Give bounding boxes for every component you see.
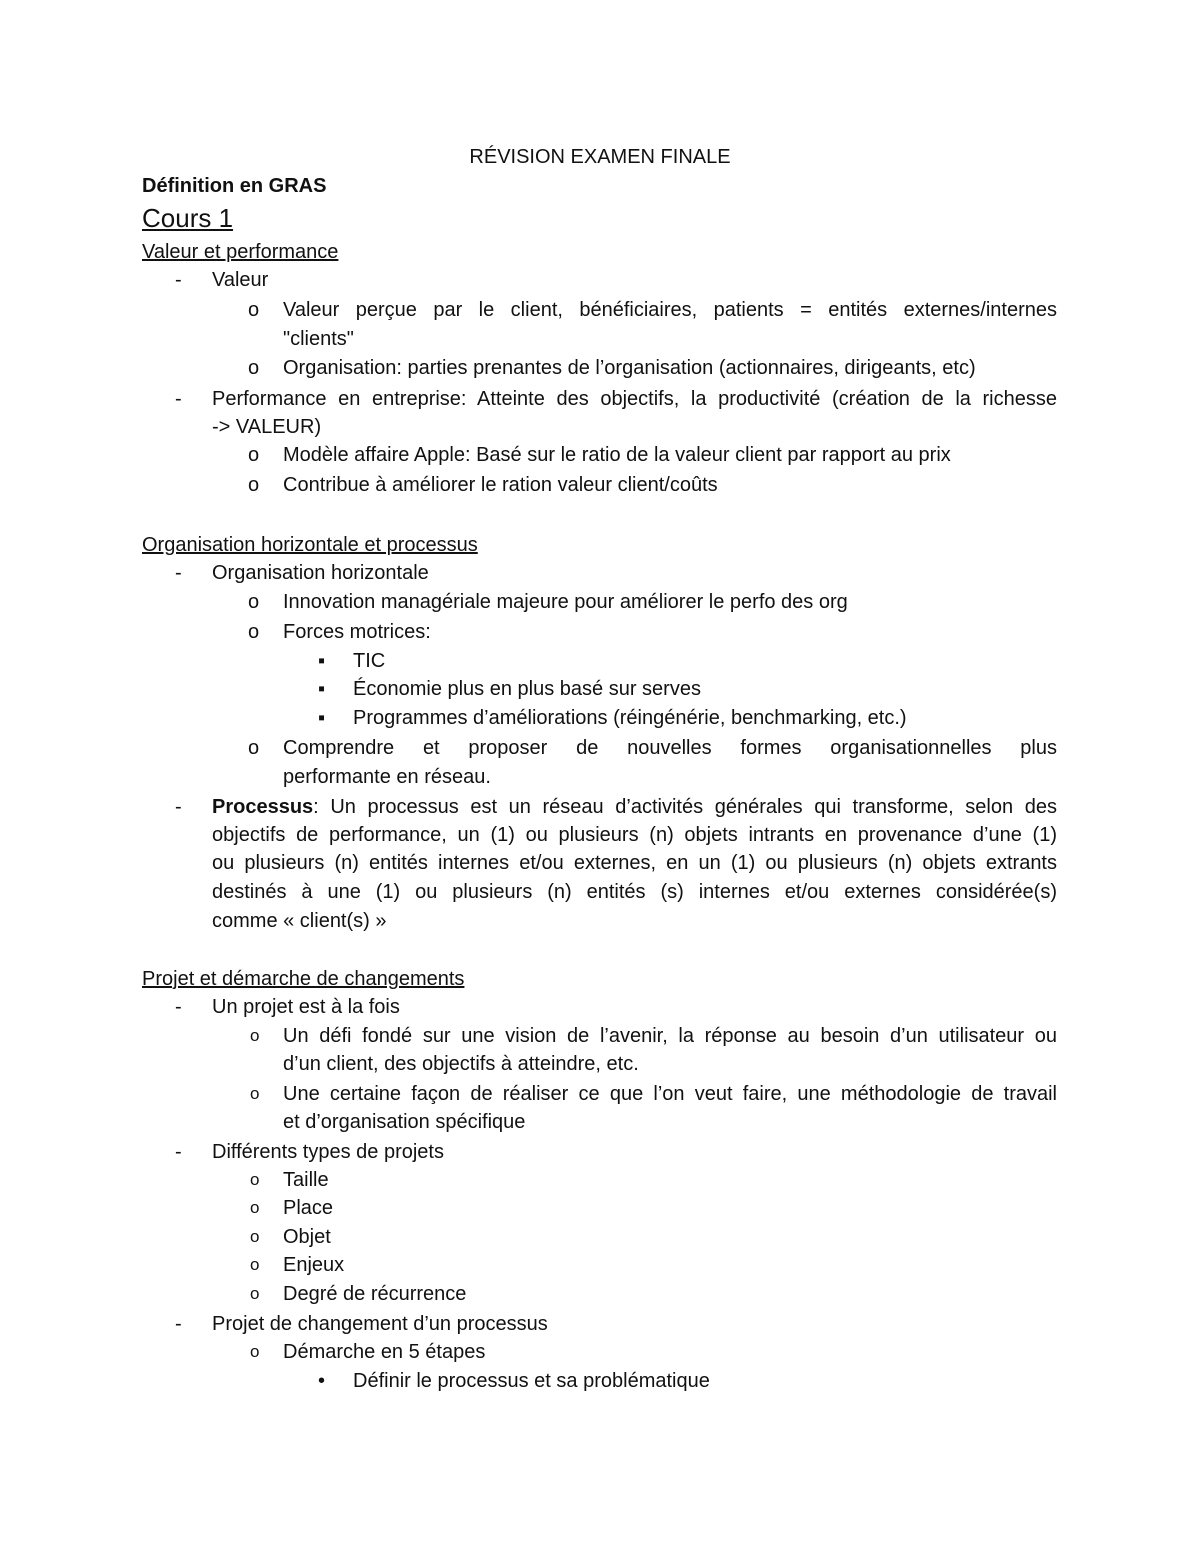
section-heading-organisation: Organisation horizontale et processus xyxy=(142,534,478,556)
cours-heading: Cours 1 xyxy=(142,203,234,233)
list-item: Définir le processus et sa problématique xyxy=(353,1370,710,1392)
dash-marker: - xyxy=(175,388,182,410)
list-item: comme « client(s) » xyxy=(212,910,387,932)
list-item: Innovation managériale majeure pour améliorer le perfo des org xyxy=(283,591,848,613)
list-item: Forces motrices: xyxy=(283,621,431,643)
list-item: Comprendre et proposer de nouvelles formes organisationnelles plus xyxy=(283,737,1057,759)
dash-marker: - xyxy=(175,562,182,584)
list-item: Différents types de projets xyxy=(212,1141,444,1163)
square-marker: ▪ xyxy=(318,678,326,700)
dash-marker: - xyxy=(175,1313,182,1335)
list-item: Démarche en 5 étapes xyxy=(283,1341,486,1363)
list-item: Un projet est à la fois xyxy=(212,996,400,1018)
dash-marker: - xyxy=(175,796,182,818)
square-marker: ▪ xyxy=(318,650,326,672)
list-item: Un défi fondé sur une vision de l’avenir, la réponse au besoin d’un utilisateur ou xyxy=(283,1025,1057,1047)
list-item: Programmes d’améliorations (réingénérie, benchmarking, etc.) xyxy=(353,707,907,729)
circle-marker: o xyxy=(250,1198,260,1217)
list-item: Organisation: parties prenantes de l’organisation (actionnaires, dirigeants, etc) xyxy=(283,357,976,379)
definition-text: : Un processus est un réseau d’activités générales qui transforme, selon des xyxy=(313,796,1057,818)
list-item: Enjeux xyxy=(283,1254,345,1276)
list-item: Place xyxy=(283,1197,334,1219)
list-item: Projet de changement d’un processus xyxy=(212,1313,548,1335)
definition-term: Processus xyxy=(212,796,314,818)
section-heading-projet: Projet et démarche de changements xyxy=(142,968,465,990)
circle-marker: o xyxy=(250,1255,260,1274)
legend-text: Définition en GRAS xyxy=(142,175,327,197)
list-item: performante en réseau. xyxy=(283,766,491,788)
bullet-marker: • xyxy=(318,1370,326,1392)
dash-marker: - xyxy=(175,1141,182,1163)
circle-marker: o xyxy=(248,299,260,321)
circle-marker: o xyxy=(248,621,260,643)
circle-marker: o xyxy=(248,474,260,496)
circle-marker: o xyxy=(248,444,260,466)
list-item: objectifs de performance, un (1) ou plusieurs (n) objets intrants en provenance d’une (1) xyxy=(212,824,1057,846)
circle-marker: o xyxy=(248,737,260,759)
document-title: RÉVISION EXAMEN FINALE xyxy=(469,146,731,168)
list-item: TIC xyxy=(353,650,386,672)
circle-marker: o xyxy=(250,1284,260,1303)
circle-marker: o xyxy=(248,591,260,613)
list-item: "clients" xyxy=(283,328,354,350)
circle-marker: o xyxy=(250,1084,260,1103)
list-item: Valeur perçue par le client, bénéficiaires, patients = entités externes/internes xyxy=(283,299,1057,321)
circle-marker: o xyxy=(250,1342,260,1361)
list-item: d’un client, des objectifs à atteindre, etc. xyxy=(283,1053,639,1075)
circle-marker: o xyxy=(248,357,260,379)
list-item: Modèle affaire Apple: Basé sur le ratio de la valeur client par rapport au prix xyxy=(283,444,951,466)
circle-marker: o xyxy=(250,1170,260,1189)
list-item: Degré de récurrence xyxy=(283,1283,467,1305)
list-item: ou plusieurs (n) entités internes et/ou externes, en un (1) ou plusieurs (n) objets extrants xyxy=(212,852,1057,874)
list-item: Économie plus en plus basé sur serves xyxy=(353,678,701,700)
dash-marker: - xyxy=(175,269,182,291)
list-item xyxy=(212,793,1057,821)
list-item: Organisation horizontale xyxy=(212,562,429,584)
list-item: Objet xyxy=(283,1226,331,1248)
square-marker: ▪ xyxy=(318,707,326,729)
list-item: destinés à une (1) ou plusieurs (n) entités (s) internes et/ou externes considérée(s) xyxy=(212,881,1057,903)
circle-marker: o xyxy=(250,1227,260,1246)
list-item: Taille xyxy=(283,1169,329,1191)
list-item: Valeur xyxy=(212,269,269,291)
list-item: et d’organisation spécifique xyxy=(283,1111,526,1133)
list-item: Une certaine façon de réaliser ce que l’on veut faire, une méthodologie de travail xyxy=(283,1083,1057,1105)
section-heading-valeur: Valeur et performance xyxy=(142,241,339,263)
list-item: Performance en entreprise: Atteinte des objectifs, la productivité (création de la richesse xyxy=(212,388,1057,410)
dash-marker: - xyxy=(175,996,182,1018)
list-item: -> VALEUR) xyxy=(212,416,322,438)
circle-marker: o xyxy=(250,1026,260,1045)
list-item: Contribue à améliorer le ration valeur client/coûts xyxy=(283,474,718,496)
